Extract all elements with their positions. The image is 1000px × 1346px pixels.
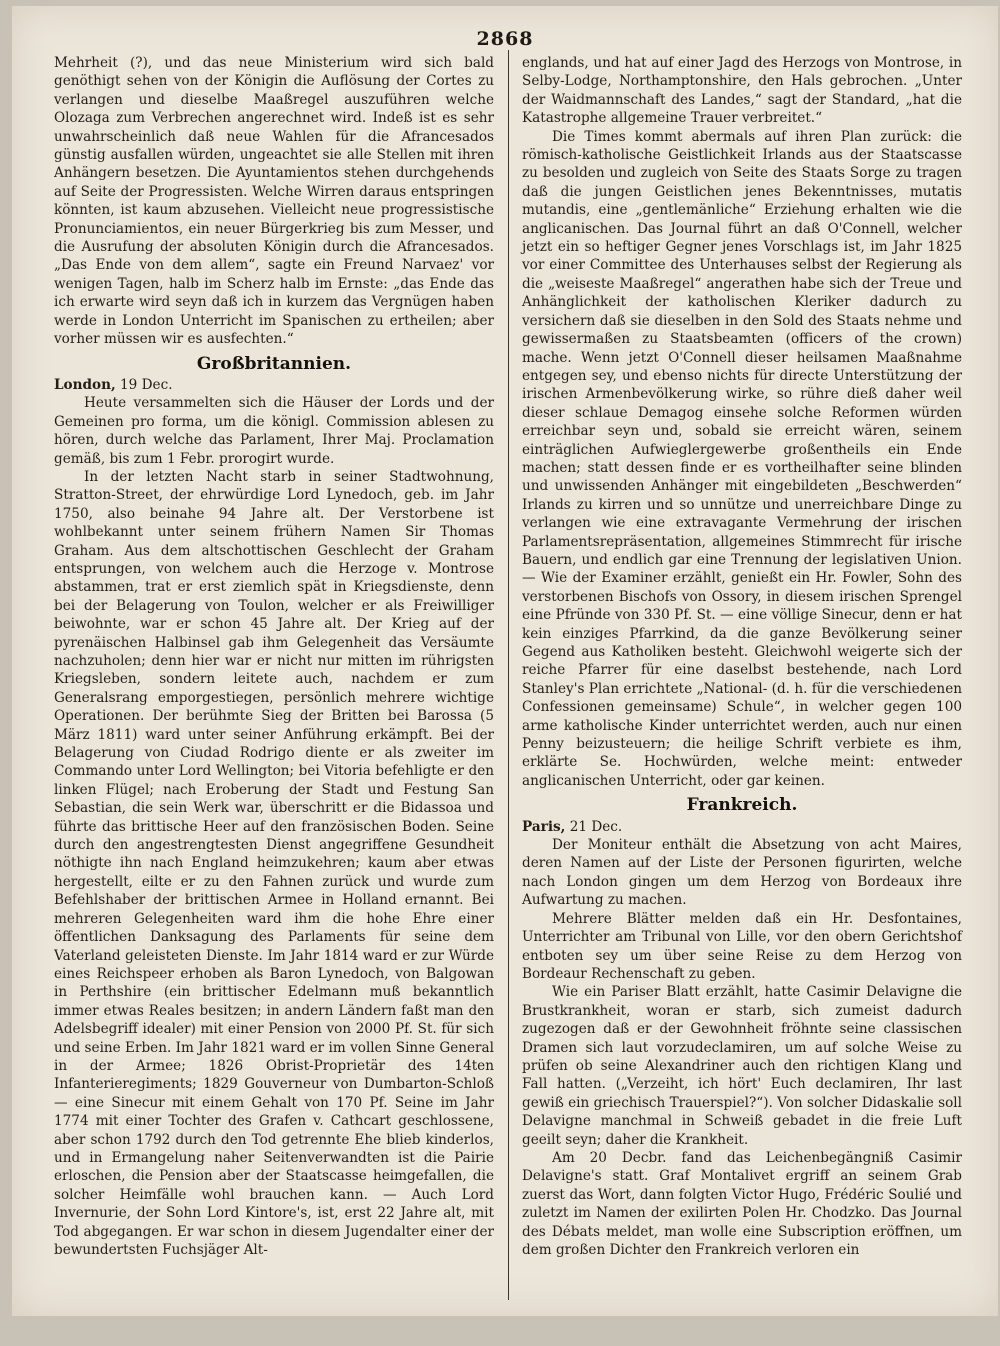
article-paragraph bbox=[54, 468, 494, 1259]
article-paragraph bbox=[522, 54, 962, 128]
article-paragraph bbox=[522, 910, 962, 984]
section-heading: Großbritannien. bbox=[196, 353, 352, 374]
article-paragraph bbox=[522, 983, 962, 1149]
dateline-place: London, bbox=[54, 376, 116, 393]
paragraph-text: Am 20 Decbr. fand das Leichenbegängniß Casimir Delavigne's statt. Graf Montalivet ergriff an seinem Grab zuerst das Wort, dann folgten Victor Hugo, Frédéric Soulié und zuletzt im Namen der exilirten Polen Hr. Chodzko. Das Journal des Débats meldet, man wolle eine Subscription eröffnen, um dem großen Dichter den Frankreich verloren ein bbox=[522, 1149, 962, 1258]
paragraph-text: Wie ein Pariser Blatt erzählt, hatte Casimir Delavigne die Brustkrankheit, woran er starb, sich zumeist dadurch zugezogen daß er der Gewohnheit fröhnte seine classischen Dramen sich laut vorzudeclamiren, um auf solche Weise zu prüfen ob seine Alexandriner auch den richtigen Klang und Fall hatten. („Verzeiht, ich hört' Euch declamiren, Ihr last gewiß ein griechisch Trauerspiel?“). Von solcher Didaskalie soll Delavigne manchmal in Schweiß gebadet in die freie Luft geeilt seyn; daher die Krankheit. bbox=[522, 984, 962, 1148]
article-paragraph bbox=[522, 836, 962, 910]
column-divider bbox=[508, 50, 509, 1300]
paragraph-text: Mehrere Blätter melden daß ein Hr. Desfontaines, Unterrichter am Tribunal von Lille, vor den obern Gerichtshof entboten sey um über seine Reise zu dem Herzog von Bordeaur Rechenschaft zu geben. bbox=[522, 910, 962, 982]
article-paragraph bbox=[54, 54, 494, 349]
article-paragraph bbox=[522, 1149, 962, 1259]
paragraph-text: Heute versammelten sich die Häuser der Lords und der Gemeinen pro forma, um die königl. Commission ablesen zu hören, durch welche das Parlament, Ihrer Maj. Proclamation gemäß, bis zum 1 Febr. prorogirt wurde. bbox=[54, 395, 494, 467]
paragraph-text: Der Moniteur enthält die Absetzung von acht Maires, deren Namen auf der Liste der Personen figurirten, welche nach London gingen um dem Herzog von Bordeaux ihre Aufwartung zu machen. bbox=[522, 837, 962, 909]
paragraph-text: 19 Dec. bbox=[115, 376, 173, 393]
paragraph-text: englands, und hat auf einer Jagd des Herzogs von Montrose, in Selby-Lodge, Northamptonshire, den Hals gebrochen. „Unter der Waidmannschaft des Landes,“ sagt der Standard, „hat die Katastrophe allgemeine Trauer verbreitet.“ bbox=[522, 55, 962, 127]
section-heading: Frankreich. bbox=[686, 795, 798, 816]
paragraph-text: Mehrheit (?), und das neue Ministerium wird sich bald genöthigt sehen von der Königin die Auflösung der Cortes zu verlangen und dieselbe Maaßregel auszuführen welche Olozaga zum Verbrechen angerechnet wird. Indeß ist es sehr unwahrscheinlich daß neue Wahlen für die Afrancesados günstig ausfallen würden, ungeachtet sie alle Stellen mit ihren Anhängern besetzen. Die Ayuntamientos stehen durchgehends auf Seite der Progressisten. Welche Wirren daraus entspringen könnten, ist kaum abzusehen. Vielleicht neue progressistische Pronunciamientos, ein neuer Bürgerkrieg bis zum Messer, und die Ausrufung der absoluten Königin durch die Afrancesados. „Das Ende von dem allem“, sagte ein Freund Narvaez' vor wenigen Tagen, halb im Scherz halb im Ernste: „das Ende das ich erwarte wird seyn daß ich in kurzem das Vergnügen haben werde in London Unterricht im Spanischen zu ertheilen; aber vorher müssen wir es ausfechten.“ bbox=[54, 55, 494, 348]
paragraph-text: In der letzten Nacht starb in seiner Stadtwohnung, Stratton-Street, der ehrwürdige Lord Lynedoch, geb. im Jahr 1750, also beinahe 94 Jahre alt. Der Verstorbene ist wohlbekannt unter seinem frühern Namen Sir Thomas Graham. Aus dem altschottischen Geschlecht der Graham entsprungen, von welchem auch die Herzoge v. Montrose abstammen, trat er erst ziemlich spät in Kriegsdienste, denn bei der Belagerung von Toulon, welcher er als Freiwilliger beiwohnte, war er schon 45 Jahre alt. Der Krieg auf der pyrenäischen Halbinsel gab ihm Gelegenheit das Versäumte nachzuholen; denn hier war er nicht nur mitten im rührigsten Kriegsleben, sondern leitete auch, nachdem er zum Generalsrang emporgestiegen, persönlich mehrere wichtige Operationen. Der berühmte Sieg der Britten bei Barossa (5 März 1811) ward unter seiner Anführung erkämpft. Bei der Belagerung von Ciudad Rodrigo diente er als zweiter im Commando unter Lord Wellington; bei Vitoria befehligte er den linken Flügel; nach Eroberung der Stadt und Festung San Sebastian, die sein Werk war, überschritt er die Bidassoa und führte das brittische Heer auf den französischen Boden. Seine durch den angestrengtesten Dienst angegriffene Gesundheit nöthigte ihn nach England heimzukehren; kaum aber etwas hergestellt, eilte er zu den Fahnen zurück und wurde zum Befehlshaber der brittischen Armee in Holland ernannt. Bei mehreren Gelegenheiten ward ihm die hohe Ehre einer öffentlichen Danksagung des Parlaments für seine dem Vaterland geleisteten Dienste. Im Jahr 1814 ward er zur Würde eines Reichspeer erhoben als Baron Lynedoch, von Balgowan in Perthshire (ein brittischer Edelmann muß bekanntlich immer etwas Reales besitzen; in andern Ländern faßt man den Adelsbegriff idealer) mit einer Pension von 2000 Pf. St. für sich und seine Erben. Im Jahr 1821 ward er im vollen Sinne General in der Armee; 1826 Obrist-Proprietär des 14ten Infanterieregiments; 1829 Gouverneur von Dumbarton-Schloß — eine Sinecur mit einem Gehalt von 170 Pf. Seine im Jahr 1774 mit einer Tochter des Grafen v. Cathcart geschlossene, aber schon 1792 durch den Tod getrennte Ehe blieb kinderlos, und in Ermangelung naher Seitenverwandten ist die Pairie erloschen, die Pension aber der Staatscasse heimgefallen, die solcher Heimfälle wohl brauchen kann. — Auch Lord Invernurie, der Sohn Lord Kintore's, ist, erst 22 Jahre alt, mit Tod abgegangen. Er war schon in diesem Jugendalter einer der bewundertsten Fuchsjäger Alt- bbox=[54, 468, 494, 1258]
paragraph-text: Die Times kommt abermals auf ihren Plan zurück: die römisch-katholische Geistlichkeit Irlands aus der Staatscasse zu besolden und zugleich von Seite des Staats Sorge zu tragen daß die jungen Geistlichen jenes Bekenntnisses, mutatis mutandis, eine „gentlemänliche“ Erziehung erhalten wie die anglicanischen. Das Journal führt an daß O'Connell, welcher jetzt ein so heftiger Gegner jenes Vorschlags ist, im Jahr 1825 vor einer Committee des Unterhauses selbst der Regierung als die „weiseste Maaßregel“ angerathen habe sich der Treue und Anhänglichkeit der katholischen Kleriker dadurch zu versichern daß sie dieselben in den Sold des Staats nehme und gewissermaßen zu Staatsbeamten (officers of the crown) mache. Wenn jetzt O'Connell dieser heilsamen Maaßnahme entgegen sey, und ebenso nichts für directe Unterstützung der irischen Armenbevölkerung wirke, so rühre dieß daher weil dieser schlaue Demagog einsehe solche Reformen würden erreichbar seyn und, sobald sie erreicht wären, seinem einträglichen Aufwieglergewerbe großentheils ein Ende machen; statt dessen finde er es vortheilhafter seine blinden und unwissenden Anhänger mit eingebildeten „Beschwerden“ Irlands zu kirren und so unnütze und unerreichbare Dinge zu verlangen wie eine extravagante Vermehrung der irischen Parlamentsrepräsentation, allgemeines Stimmrecht für irische Bauern, und endlich gar eine Trennung der legislativen Union. — Wie der Examiner erzählt, genießt ein Hr. Fowler, Sohn des verstorbenen Bischofs von Ossory, in diesem irischen Sprengel eine Pfründe von 330 Pf. St. — eine völlige Sinecur, denn er hat kein einziges Pfarrkind, da die ganze Bevölkerung seiner Gegend aus Katholiken besteht. Gleichwohl weigerte sich der reiche Pfarrer für eine daselbst bestehende, nach Lord Stanley's Plan errichtete „National- (d. h. für die verschiedenen Confessionen gemeinsame) Schule“, in welcher gegen 100 arme katholische Kinder unterrichtet werden, auch nur einen Penny beizusteuern; die heilige Schrift verbiete es ihm, erklärte Se. Hochwürden, welche meint: entweder anglicanischen Unterricht, oder gar keinen. bbox=[522, 128, 962, 789]
dateline-paragraph bbox=[54, 376, 494, 394]
paragraph-text: 21 Dec. bbox=[565, 818, 623, 835]
dateline-paragraph bbox=[522, 818, 962, 836]
right-column bbox=[522, 54, 962, 1259]
left-column bbox=[54, 54, 494, 1259]
page-number: 2868 bbox=[476, 28, 534, 50]
article-paragraph bbox=[54, 394, 494, 468]
article-paragraph bbox=[522, 128, 962, 791]
newspaper-page bbox=[12, 6, 998, 1316]
dateline-place: Paris, bbox=[522, 818, 566, 835]
